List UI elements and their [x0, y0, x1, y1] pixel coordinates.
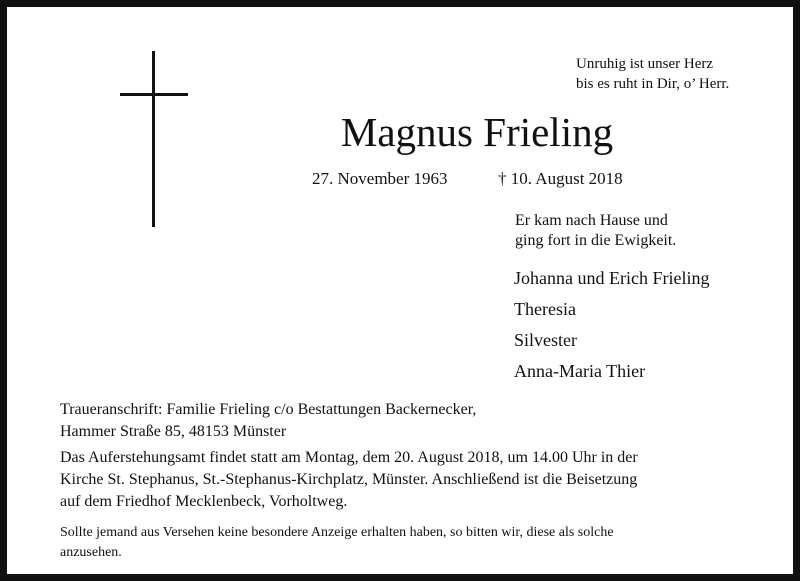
verse-text	[515, 211, 676, 251]
cross-vertical-bar	[152, 51, 155, 227]
address-line: Hammer Straße 85, 48153 Münster	[60, 423, 287, 440]
motto-quote	[576, 54, 729, 94]
service-line: auf dem Friedhof Mecklenbeck, Vorholtweg.	[60, 493, 348, 510]
mourner-name: Theresia	[514, 299, 576, 319]
address-line: Traueranschrift: Familie Frieling c/o Bestattungen Backernecker,	[60, 401, 477, 418]
service-line: Das Auferstehungsamt findet statt am Montag, dem 20. August 2018, um 14.00 Uhr in der	[60, 449, 638, 466]
service-details	[60, 447, 638, 513]
verse-line: Er kam nach Hause und	[515, 212, 668, 229]
motto-line: Unruhig ist unser Herz	[576, 56, 714, 72]
mourner-name: Anna-Maria Thier	[514, 361, 646, 381]
cross-horizontal-bar	[120, 93, 188, 96]
cross-icon	[120, 51, 188, 227]
mourning-address	[60, 399, 476, 443]
motto-line: bis es ruht in Dir, o’ Herr.	[576, 76, 730, 92]
birth-date: 27. November 1963	[312, 169, 448, 188]
notice-text	[60, 523, 614, 563]
mourner-name: Silvester	[514, 330, 577, 350]
service-line: Kirche St. Stephanus, St.-Stephanus-Kirchplatz, Münster. Anschließend ist die Beisetzung	[60, 471, 638, 488]
notice-line: Sollte jemand aus Versehen keine besondere Anzeige erhalten haben, so bitten wir, diese als solche	[60, 525, 614, 540]
notice-line: anzusehen.	[60, 545, 122, 560]
mourners-list	[514, 263, 709, 387]
death-date: † 10. August 2018	[498, 169, 623, 188]
verse-line: ging fort in die Ewigkeit.	[515, 232, 677, 249]
mourner-name: Johanna und Erich Frieling	[514, 268, 710, 288]
deceased-name: Magnus Frieling	[340, 109, 614, 155]
